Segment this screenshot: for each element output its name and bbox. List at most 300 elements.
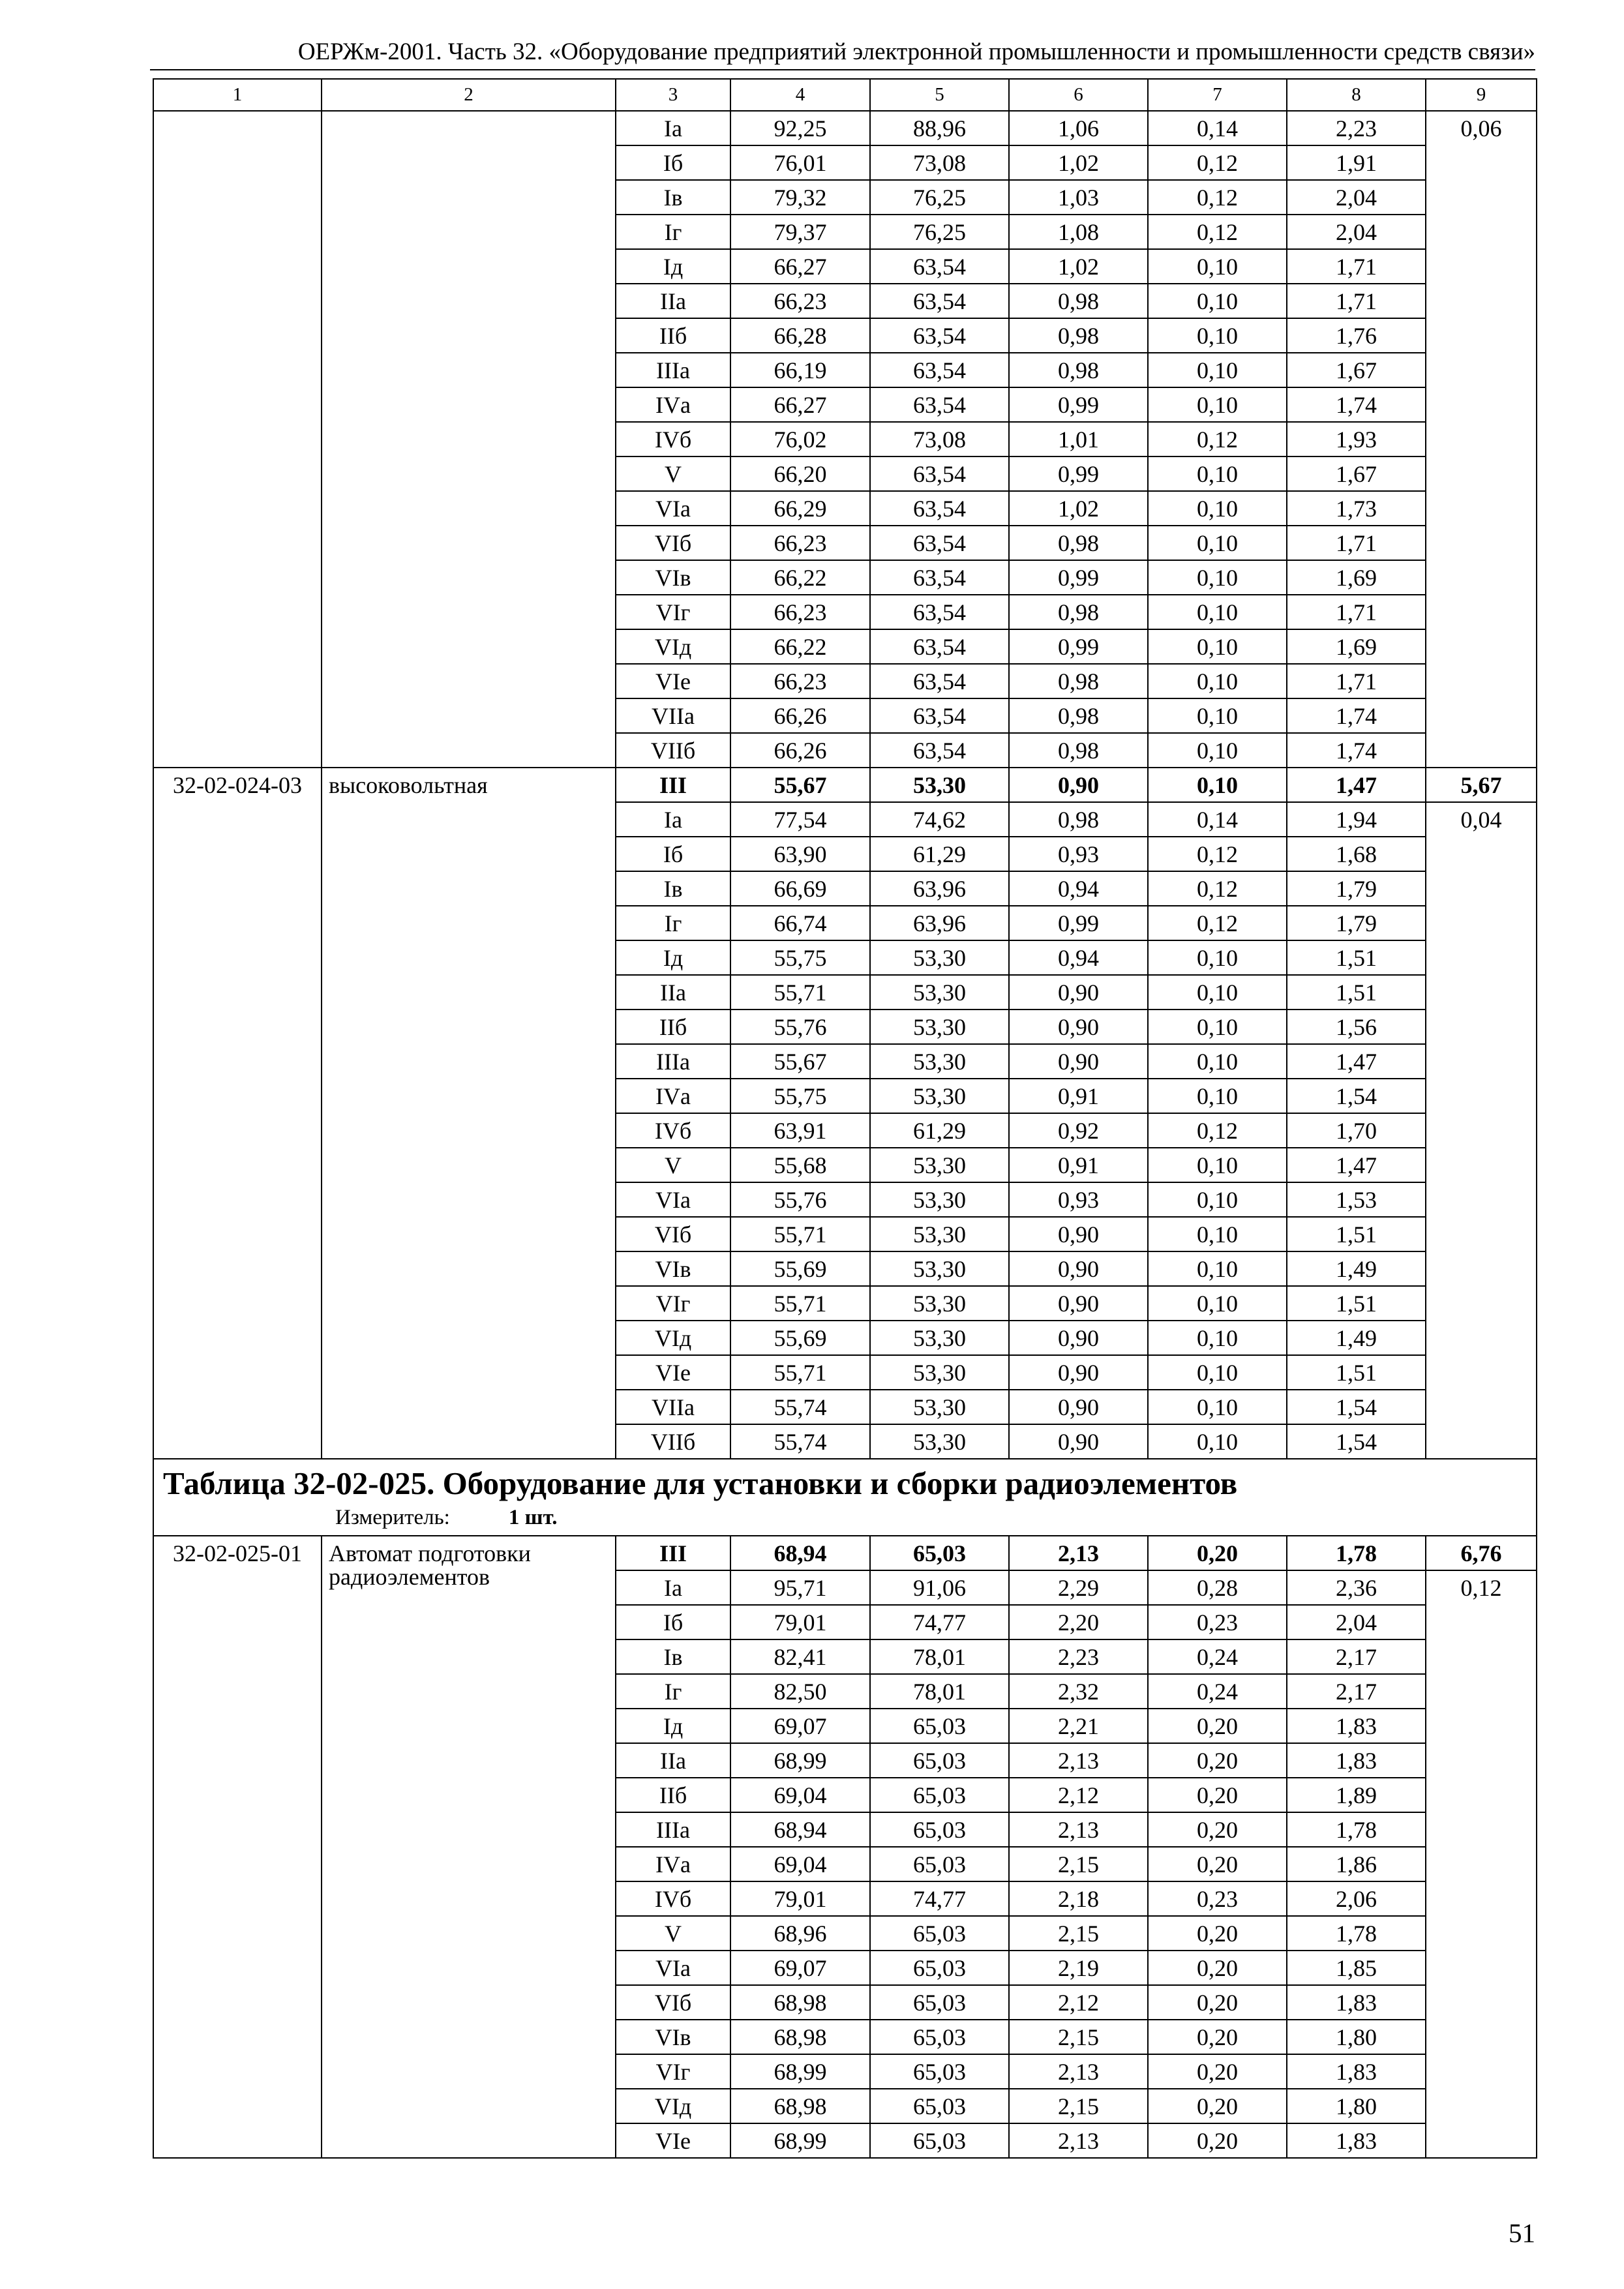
- cost-materials: 1,83: [1287, 1709, 1426, 1743]
- cost-machines: 2,12: [1009, 1985, 1148, 2020]
- cost-machines: 0,90: [1009, 768, 1148, 802]
- cost-machines: 2,23: [1009, 1639, 1148, 1674]
- cost-machinist-pay: 0,20: [1148, 1847, 1287, 1881]
- zone-cell: Iг: [616, 215, 730, 249]
- cost-machinist-pay: 0,20: [1148, 2020, 1287, 2054]
- zone-cell: IIа: [616, 284, 730, 318]
- cost-total: 66,26: [730, 733, 870, 768]
- cost-materials: 1,68: [1287, 837, 1426, 871]
- zone-cell: VIе: [616, 1355, 730, 1390]
- cost-materials: 1,49: [1287, 1321, 1426, 1355]
- zone-cell: Iв: [616, 180, 730, 215]
- zone-cell: IIIа: [616, 353, 730, 387]
- table-title-row: [153, 1459, 1537, 1536]
- cost-machinist-pay: 0,10: [1148, 768, 1287, 802]
- cost-machines: 2,32: [1009, 1674, 1148, 1709]
- column-number: 2: [322, 79, 616, 111]
- cost-labour: 65,03: [870, 2020, 1009, 2054]
- cost-labour: 63,54: [870, 387, 1009, 422]
- cost-machinist-pay: 0,12: [1148, 145, 1287, 180]
- cost-labour: 65,03: [870, 2089, 1009, 2123]
- cost-materials: 1,80: [1287, 2089, 1426, 2123]
- cost-materials: 1,71: [1287, 526, 1426, 560]
- cost-labour: 53,30: [870, 768, 1009, 802]
- cost-labour: 65,03: [870, 1847, 1009, 1881]
- cost-machines: 0,98: [1009, 664, 1148, 698]
- cost-machines: 2,12: [1009, 1778, 1148, 1812]
- cost-labour: 88,96: [870, 111, 1009, 145]
- cost-machinist-pay: 0,10: [1148, 318, 1287, 353]
- column-number: 7: [1148, 79, 1287, 111]
- zone-cell: Iв: [616, 871, 730, 906]
- cost-labour: 53,30: [870, 1390, 1009, 1424]
- cost-labour: 63,96: [870, 871, 1009, 906]
- extra-cell: 0,04: [1426, 802, 1537, 1459]
- cost-machinist-pay: 0,10: [1148, 664, 1287, 698]
- cost-labour: 63,54: [870, 526, 1009, 560]
- cost-materials: 2,17: [1287, 1639, 1426, 1674]
- cost-materials: 1,67: [1287, 456, 1426, 491]
- cost-total: 82,41: [730, 1639, 870, 1674]
- zone-cell: IIа: [616, 1743, 730, 1778]
- zone-cell: VIв: [616, 560, 730, 595]
- cost-total: 66,19: [730, 353, 870, 387]
- cost-total: 68,99: [730, 2054, 870, 2089]
- cost-machines: 0,94: [1009, 871, 1148, 906]
- cost-labour: 53,30: [870, 1251, 1009, 1286]
- cost-machinist-pay: 0,10: [1148, 1079, 1287, 1113]
- column-numbers-row: [153, 79, 1537, 111]
- cost-total: 55,71: [730, 1355, 870, 1390]
- cost-materials: 1,78: [1287, 1916, 1426, 1951]
- zone-cell: VIIа: [616, 698, 730, 733]
- cost-total: 79,01: [730, 1881, 870, 1916]
- name-cell: высоковольтная: [322, 768, 616, 1459]
- cost-materials: 1,85: [1287, 1951, 1426, 1985]
- cost-materials: 1,73: [1287, 491, 1426, 526]
- cost-machines: 2,29: [1009, 1570, 1148, 1605]
- cost-machines: 0,99: [1009, 387, 1148, 422]
- cost-machinist-pay: 0,12: [1148, 871, 1287, 906]
- cost-machines: 2,15: [1009, 2089, 1148, 2123]
- cost-labour: 65,03: [870, 1812, 1009, 1847]
- cost-materials: 1,94: [1287, 802, 1426, 837]
- column-number: 1: [153, 79, 322, 111]
- cost-total: 69,04: [730, 1778, 870, 1812]
- cost-labour: 63,54: [870, 456, 1009, 491]
- cost-labour: 53,30: [870, 940, 1009, 975]
- cost-machines: 1,08: [1009, 215, 1148, 249]
- cost-materials: 2,17: [1287, 1674, 1426, 1709]
- cost-total: 77,54: [730, 802, 870, 837]
- cost-labour: 53,30: [870, 975, 1009, 1010]
- cost-machines: 0,98: [1009, 802, 1148, 837]
- cost-materials: 1,51: [1287, 975, 1426, 1010]
- cost-machines: 2,20: [1009, 1605, 1148, 1639]
- cost-machines: 0,92: [1009, 1113, 1148, 1148]
- cost-labour: 53,30: [870, 1424, 1009, 1459]
- cost-machines: 2,13: [1009, 2123, 1148, 2158]
- code-cell: [153, 111, 322, 768]
- zone-cell: V: [616, 1916, 730, 1951]
- cost-total: 66,23: [730, 526, 870, 560]
- cost-machinist-pay: 0,10: [1148, 629, 1287, 664]
- cost-machines: 0,90: [1009, 1424, 1148, 1459]
- cost-materials: 1,93: [1287, 422, 1426, 456]
- cost-materials: 1,78: [1287, 1812, 1426, 1847]
- cost-materials: 1,83: [1287, 2123, 1426, 2158]
- cost-machinist-pay: 0,10: [1148, 1321, 1287, 1355]
- cost-machinist-pay: 0,10: [1148, 1286, 1287, 1321]
- measure-label: Измеритель:: [335, 1506, 450, 1529]
- cost-labour: 63,54: [870, 284, 1009, 318]
- cost-labour: 63,54: [870, 595, 1009, 629]
- cost-total: 55,69: [730, 1321, 870, 1355]
- cost-machines: 0,99: [1009, 629, 1148, 664]
- cost-total: 55,75: [730, 940, 870, 975]
- cost-total: 55,71: [730, 1217, 870, 1251]
- extra-cell: 0,06: [1426, 111, 1537, 768]
- cost-machinist-pay: 0,14: [1148, 802, 1287, 837]
- cost-labour: 53,30: [870, 1321, 1009, 1355]
- cost-total: 66,23: [730, 595, 870, 629]
- cost-labour: 63,96: [870, 906, 1009, 940]
- cost-machinist-pay: 0,12: [1148, 906, 1287, 940]
- zone-cell: Iг: [616, 1674, 730, 1709]
- cost-machines: 1,02: [1009, 491, 1148, 526]
- cost-labour: 73,08: [870, 422, 1009, 456]
- cost-total: 68,94: [730, 1536, 870, 1570]
- zone-cell: VIб: [616, 526, 730, 560]
- cost-total: 66,22: [730, 560, 870, 595]
- cost-materials: 1,56: [1287, 1010, 1426, 1044]
- cost-total: 69,07: [730, 1951, 870, 1985]
- cost-total: 68,98: [730, 2020, 870, 2054]
- cost-machinist-pay: 0,10: [1148, 491, 1287, 526]
- cost-machinist-pay: 0,20: [1148, 2089, 1287, 2123]
- cost-machines: 0,90: [1009, 1321, 1148, 1355]
- column-number: 4: [730, 79, 870, 111]
- cost-materials: 2,36: [1287, 1570, 1426, 1605]
- zone-cell: Iб: [616, 145, 730, 180]
- cost-machinist-pay: 0,20: [1148, 1709, 1287, 1743]
- cost-materials: 2,23: [1287, 111, 1426, 145]
- cost-machines: 0,98: [1009, 698, 1148, 733]
- cost-machinist-pay: 0,24: [1148, 1639, 1287, 1674]
- cost-machines: 0,94: [1009, 940, 1148, 975]
- cost-materials: 1,71: [1287, 664, 1426, 698]
- cost-total: 79,01: [730, 1605, 870, 1639]
- cost-machinist-pay: 0,10: [1148, 1010, 1287, 1044]
- cost-machinist-pay: 0,12: [1148, 837, 1287, 871]
- column-number: 5: [870, 79, 1009, 111]
- zone-cell: Iд: [616, 940, 730, 975]
- cost-machinist-pay: 0,20: [1148, 1916, 1287, 1951]
- cost-total: 79,37: [730, 215, 870, 249]
- cost-materials: 1,78: [1287, 1536, 1426, 1570]
- cost-labour: 78,01: [870, 1639, 1009, 1674]
- cost-materials: 1,54: [1287, 1079, 1426, 1113]
- cost-total: 55,74: [730, 1390, 870, 1424]
- cost-total: 55,74: [730, 1424, 870, 1459]
- cost-materials: 1,83: [1287, 1985, 1426, 2020]
- cost-materials: 1,74: [1287, 698, 1426, 733]
- zone-cell: VIе: [616, 2123, 730, 2158]
- zone-cell: V: [616, 1148, 730, 1182]
- cost-machines: 0,90: [1009, 1010, 1148, 1044]
- cost-machinist-pay: 0,10: [1148, 940, 1287, 975]
- cost-labour: 53,30: [870, 1010, 1009, 1044]
- cost-machines: 0,90: [1009, 1286, 1148, 1321]
- cost-total: 76,02: [730, 422, 870, 456]
- zone-cell: IVа: [616, 1079, 730, 1113]
- cost-labour: 65,03: [870, 1985, 1009, 2020]
- cost-labour: 63,54: [870, 629, 1009, 664]
- cost-labour: 91,06: [870, 1570, 1009, 1605]
- cost-labour: 74,77: [870, 1605, 1009, 1639]
- cost-materials: 1,76: [1287, 318, 1426, 353]
- cost-labour: 76,25: [870, 180, 1009, 215]
- cost-total: 68,94: [730, 1812, 870, 1847]
- cost-labour: 65,03: [870, 1743, 1009, 1778]
- cost-labour: 61,29: [870, 837, 1009, 871]
- cost-machines: 0,98: [1009, 318, 1148, 353]
- zone-cell: Iд: [616, 1709, 730, 1743]
- cost-labour: 63,54: [870, 249, 1009, 284]
- cost-total: 55,76: [730, 1010, 870, 1044]
- zone-cell: III: [616, 768, 730, 802]
- cost-labour: 65,03: [870, 1536, 1009, 1570]
- cost-labour: 65,03: [870, 1916, 1009, 1951]
- cost-machinist-pay: 0,10: [1148, 249, 1287, 284]
- cost-total: 68,96: [730, 1916, 870, 1951]
- cost-machinist-pay: 0,20: [1148, 1951, 1287, 1985]
- cost-labour: 53,30: [870, 1044, 1009, 1079]
- cost-total: 66,29: [730, 491, 870, 526]
- cost-materials: 1,83: [1287, 1743, 1426, 1778]
- cost-machinist-pay: 0,20: [1148, 1985, 1287, 2020]
- cost-machines: 0,98: [1009, 526, 1148, 560]
- cost-machinist-pay: 0,10: [1148, 1390, 1287, 1424]
- cost-total: 79,32: [730, 180, 870, 215]
- cost-materials: 1,79: [1287, 871, 1426, 906]
- cost-total: 55,69: [730, 1251, 870, 1286]
- zone-cell: Iа: [616, 111, 730, 145]
- cost-machinist-pay: 0,20: [1148, 2054, 1287, 2089]
- cost-machines: 0,90: [1009, 1355, 1148, 1390]
- zone-cell: VIб: [616, 1217, 730, 1251]
- cost-machines: 2,13: [1009, 1812, 1148, 1847]
- cost-materials: 1,69: [1287, 560, 1426, 595]
- name-cell: Автомат подготовки радиоэлементов: [322, 1536, 616, 2158]
- cost-materials: 1,51: [1287, 940, 1426, 975]
- cost-machines: 0,98: [1009, 733, 1148, 768]
- zone-cell: VIг: [616, 1286, 730, 1321]
- cost-machinist-pay: 0,20: [1148, 1743, 1287, 1778]
- column-number: 8: [1287, 79, 1426, 111]
- zone-cell: III: [616, 1536, 730, 1570]
- cost-labour: 65,03: [870, 2123, 1009, 2158]
- cost-machines: 2,18: [1009, 1881, 1148, 1916]
- cost-machines: 1,03: [1009, 180, 1148, 215]
- cost-machinist-pay: 0,10: [1148, 1217, 1287, 1251]
- cost-materials: 1,47: [1287, 1044, 1426, 1079]
- cost-machines: 2,15: [1009, 2020, 1148, 2054]
- page-header: ОЕРЖм-2001. Часть 32. «Оборудование предприятий электронной промышленности и промышленности средств связи»: [297, 38, 1535, 65]
- cost-materials: 1,53: [1287, 1182, 1426, 1217]
- cost-machines: 0,98: [1009, 595, 1148, 629]
- zone-cell: IIа: [616, 975, 730, 1010]
- zone-cell: VIг: [616, 2054, 730, 2089]
- zone-cell: V: [616, 456, 730, 491]
- cost-machines: 2,13: [1009, 1536, 1148, 1570]
- cost-materials: 1,67: [1287, 353, 1426, 387]
- page-number: 51: [1509, 2218, 1535, 2248]
- cost-machinist-pay: 0,14: [1148, 111, 1287, 145]
- cost-total: 55,76: [730, 1182, 870, 1217]
- cost-total: 66,28: [730, 318, 870, 353]
- rates-table: [153, 78, 1537, 2159]
- cost-materials: 1,74: [1287, 387, 1426, 422]
- cost-labour: 53,30: [870, 1217, 1009, 1251]
- cost-labour: 53,30: [870, 1286, 1009, 1321]
- cost-labour: 61,29: [870, 1113, 1009, 1148]
- code-cell: 32-02-024-03: [153, 768, 322, 1459]
- zone-cell: VIг: [616, 595, 730, 629]
- cost-total: 68,99: [730, 1743, 870, 1778]
- cost-machinist-pay: 0,23: [1148, 1881, 1287, 1916]
- cost-materials: 1,74: [1287, 733, 1426, 768]
- cost-total: 68,98: [730, 2089, 870, 2123]
- cost-total: 55,75: [730, 1079, 870, 1113]
- zone-cell: Iб: [616, 1605, 730, 1639]
- rate-row: [153, 111, 1537, 145]
- cost-machinist-pay: 0,10: [1148, 1182, 1287, 1217]
- cost-total: 55,68: [730, 1148, 870, 1182]
- cost-labour: 76,25: [870, 215, 1009, 249]
- column-number: 3: [616, 79, 730, 111]
- cost-machinist-pay: 0,20: [1148, 1812, 1287, 1847]
- cost-machines: 2,13: [1009, 1743, 1148, 1778]
- cost-materials: 1,70: [1287, 1113, 1426, 1148]
- cost-labour: 65,03: [870, 2054, 1009, 2089]
- cost-total: 69,07: [730, 1709, 870, 1743]
- zone-cell: IIIа: [616, 1044, 730, 1079]
- cost-machines: 1,02: [1009, 145, 1148, 180]
- measure-unit: 1 шт.: [508, 1506, 558, 1529]
- cost-materials: 1,79: [1287, 906, 1426, 940]
- cost-labour: 63,54: [870, 733, 1009, 768]
- cost-machines: 0,98: [1009, 353, 1148, 387]
- cost-labour: 63,54: [870, 698, 1009, 733]
- zone-cell: VIIа: [616, 1390, 730, 1424]
- code-cell: 32-02-025-01: [153, 1536, 322, 2158]
- cost-labour: 74,62: [870, 802, 1009, 837]
- cost-machines: 2,21: [1009, 1709, 1148, 1743]
- cost-total: 92,25: [730, 111, 870, 145]
- cost-labour: 53,30: [870, 1079, 1009, 1113]
- cost-machines: 2,15: [1009, 1847, 1148, 1881]
- zone-cell: VIв: [616, 2020, 730, 2054]
- cost-total: 66,20: [730, 456, 870, 491]
- cost-labour: 65,03: [870, 1951, 1009, 1985]
- cost-total: 55,71: [730, 1286, 870, 1321]
- zone-cell: VIб: [616, 1985, 730, 2020]
- zone-cell: Iд: [616, 249, 730, 284]
- cost-total: 66,69: [730, 871, 870, 906]
- cost-machines: 0,99: [1009, 456, 1148, 491]
- cost-total: 66,27: [730, 387, 870, 422]
- cost-total: 66,23: [730, 284, 870, 318]
- cost-machinist-pay: 0,23: [1148, 1605, 1287, 1639]
- zone-cell: IVб: [616, 1881, 730, 1916]
- cost-materials: 1,69: [1287, 629, 1426, 664]
- cost-machinist-pay: 0,10: [1148, 595, 1287, 629]
- cost-labour: 63,54: [870, 560, 1009, 595]
- cost-materials: 2,06: [1287, 1881, 1426, 1916]
- zone-cell: IVб: [616, 422, 730, 456]
- cost-total: 69,04: [730, 1847, 870, 1881]
- cost-materials: 1,71: [1287, 595, 1426, 629]
- table-title: Таблица 32-02-025. Оборудование для установки и сборки радиоэлементов: [163, 1465, 1238, 1501]
- cost-machines: 0,91: [1009, 1079, 1148, 1113]
- cost-total: 66,27: [730, 249, 870, 284]
- zone-cell: IIб: [616, 1010, 730, 1044]
- cost-machines: 1,01: [1009, 422, 1148, 456]
- zone-cell: VIа: [616, 1182, 730, 1217]
- cost-labour: 63,54: [870, 353, 1009, 387]
- cost-labour: 63,54: [870, 318, 1009, 353]
- cost-machines: 0,90: [1009, 975, 1148, 1010]
- header-rule: [150, 69, 1535, 70]
- zone-cell: Iг: [616, 906, 730, 940]
- cost-machinist-pay: 0,20: [1148, 2123, 1287, 2158]
- cost-labour: 63,54: [870, 664, 1009, 698]
- zone-cell: VIд: [616, 2089, 730, 2123]
- cost-total: 68,98: [730, 1985, 870, 2020]
- zone-cell: IIб: [616, 1778, 730, 1812]
- cost-machinist-pay: 0,10: [1148, 560, 1287, 595]
- cost-machines: 0,93: [1009, 837, 1148, 871]
- zone-cell: VIа: [616, 1951, 730, 1985]
- zone-cell: Iа: [616, 802, 730, 837]
- cost-machinist-pay: 0,10: [1148, 353, 1287, 387]
- table-title-cell: [153, 1459, 1537, 1536]
- column-number: 6: [1009, 79, 1148, 111]
- cost-machinist-pay: 0,12: [1148, 1113, 1287, 1148]
- zone-cell: IIб: [616, 318, 730, 353]
- zone-cell: VIIб: [616, 733, 730, 768]
- cost-materials: 1,47: [1287, 1148, 1426, 1182]
- cost-machinist-pay: 0,12: [1148, 180, 1287, 215]
- cost-labour: 53,30: [870, 1148, 1009, 1182]
- cost-machinist-pay: 0,24: [1148, 1674, 1287, 1709]
- zone-cell: IIIа: [616, 1812, 730, 1847]
- cost-machinist-pay: 0,20: [1148, 1778, 1287, 1812]
- cost-machines: 0,99: [1009, 906, 1148, 940]
- cost-machinist-pay: 0,10: [1148, 1251, 1287, 1286]
- cost-machines: 0,90: [1009, 1044, 1148, 1079]
- cost-machinist-pay: 0,12: [1148, 422, 1287, 456]
- cost-total: 55,71: [730, 975, 870, 1010]
- cost-machines: 0,90: [1009, 1217, 1148, 1251]
- cost-machines: 2,13: [1009, 2054, 1148, 2089]
- name-cell: [322, 111, 616, 768]
- cost-materials: 1,47: [1287, 768, 1426, 802]
- cost-total: 82,50: [730, 1674, 870, 1709]
- cost-machinist-pay: 0,28: [1148, 1570, 1287, 1605]
- cost-machines: 0,98: [1009, 284, 1148, 318]
